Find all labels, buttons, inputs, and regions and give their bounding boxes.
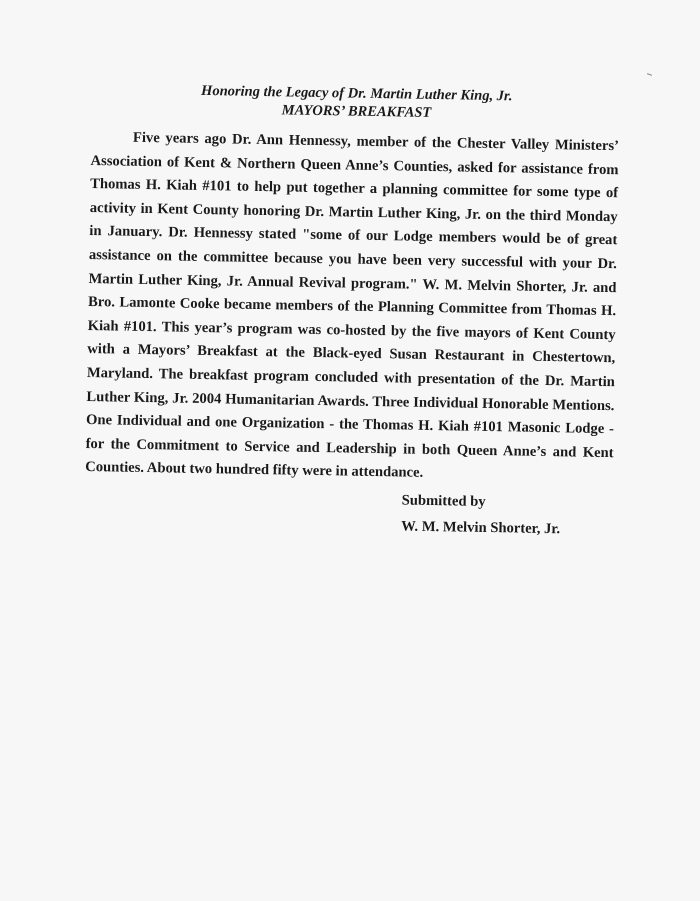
document-title bbox=[91, 80, 620, 125]
body-paragraph: Five years ago Dr. Ann Hennessy, member of the Chester Valley Ministers’ Association of Kent & Northern Queen Anne’s Counties, asked for assistance from Thomas H. Kiah #101 to help put together a planning committee for some type of activity in Kent County honoring Dr. Martin Luther King, Jr. on the third Monday in January. Dr. Hennessy stated "some of our Lodge members would be of great assistance on the committee because you have been very successful with your Dr. Martin Luther King, Jr. Annual Revival program." W. M. Melvin Shorter, Jr. and Bro. Lamonte Cooke became members of the Planning Committee from Thomas H. Kiah #101. This year’s program was co-hosted by the five mayors of Kent County with a Mayors’ Breakfast at the Black-eyed Susan Restaurant in Chestertown, Maryland. The breakfast program concluded with presentation of the Dr. Martin Luther King, Jr. 2004 Humanitarian Awards. Three Individual Honorable Mentions. One Individual and one Organization - the Thomas H. Kiah #101 Masonic Lodge - for the Commitment to Service and Leadership in both Queen Anne’s and Kent Counties. About two hundred fifty were in attendance. bbox=[85, 129, 620, 482]
document-content bbox=[84, 80, 620, 543]
signature-block bbox=[84, 482, 613, 543]
title-line-2: MAYORS’ BREAKFAST bbox=[281, 102, 432, 121]
submitted-by-label: Submitted by bbox=[401, 492, 486, 510]
scan-speck bbox=[647, 73, 652, 76]
author-name: W. M. Melvin Shorter, Jr. bbox=[401, 518, 561, 538]
title-line-1: Honoring the Legacy of Dr. Martin Luther King, Jr. bbox=[200, 82, 513, 105]
